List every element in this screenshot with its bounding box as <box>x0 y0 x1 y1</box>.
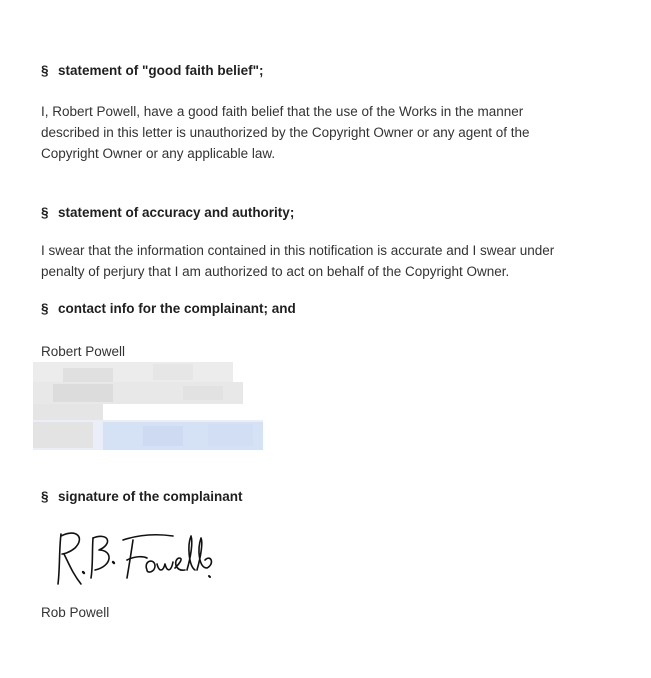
section-title: statement of accuracy and authority; <box>58 205 295 220</box>
paragraph-line: described in this letter is unauthorized by the Copyright Owner or any agent of the <box>41 125 530 140</box>
section-title: contact info for the complainant; and <box>58 301 296 316</box>
section-title: signature of the complainant <box>58 489 243 504</box>
accuracy-paragraph <box>41 240 601 282</box>
section-heading-accuracy <box>41 205 294 220</box>
section-symbol: § <box>41 205 49 220</box>
redacted-contact-block <box>33 362 263 454</box>
paragraph-line: penalty of perjury that I am authorized to act on behalf of the Copyright Owner. <box>41 264 510 279</box>
section-symbol: § <box>41 63 49 78</box>
paragraph-line: I swear that the information contained in this notification is accurate and I swear under <box>41 243 555 258</box>
signature-printed-name: Rob Powell <box>41 605 110 620</box>
paragraph-line: Copyright Owner or any applicable law. <box>41 146 276 161</box>
good-faith-paragraph <box>41 101 601 164</box>
section-title: statement of "good faith belief"; <box>58 63 264 78</box>
section-heading-signature <box>41 489 243 504</box>
section-symbol: § <box>41 301 49 316</box>
section-heading-good-faith <box>41 63 264 78</box>
complainant-name: Robert Powell <box>41 344 126 359</box>
handwritten-signature <box>51 526 231 602</box>
paragraph-line: I, Robert Powell, have a good faith belief that the use of the Works in the manner <box>41 104 524 119</box>
section-heading-contact <box>41 301 296 316</box>
section-symbol: § <box>41 489 49 504</box>
